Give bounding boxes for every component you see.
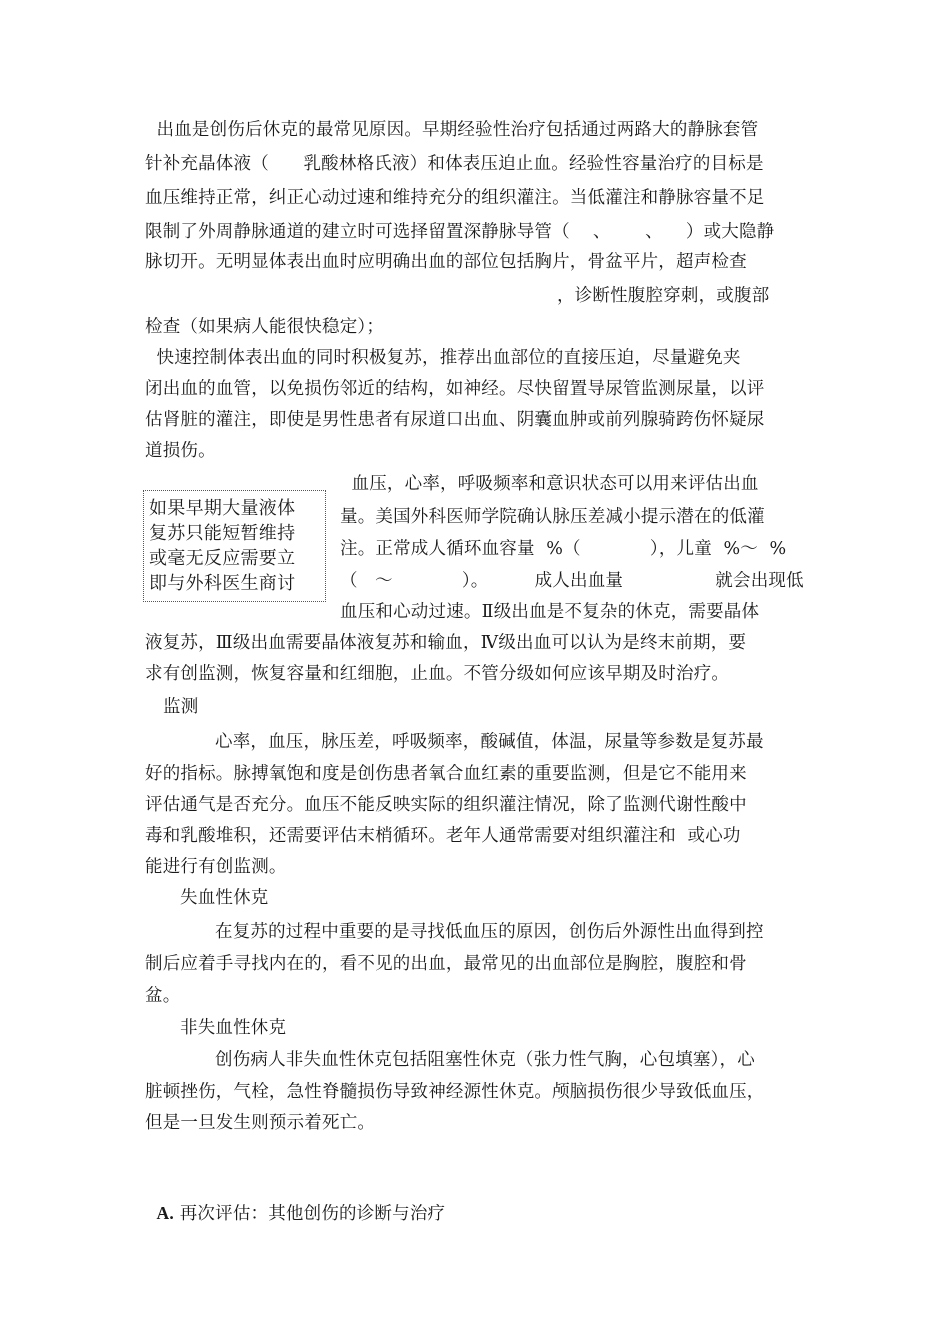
paragraph-line: 制后应着手寻找内在的，看不见的出血，最常见的出血部位是胸腔，腹腔和骨 <box>145 954 747 974</box>
section-heading-hemorrhagic-shock: 失血性休克 <box>180 888 269 908</box>
paragraph-line: 评估通气是否充分。血压不能反映实际的组织灌注情况，除了监测代谢性酸中 <box>145 795 747 815</box>
paragraph-line: 盆。 <box>145 986 181 1006</box>
paragraph-line: （ ～ ）。 成人出血量 就会出现低 <box>340 571 804 591</box>
paragraph-line: 快速控制体表出血的同时积极复苏，推荐出血部位的直接压迫，尽量避免夹 <box>145 348 741 368</box>
paragraph-line: 量。美国外科医师学院确认脉压差减小提示潜在的低灌 <box>340 507 765 527</box>
section-label: A. <box>156 1203 174 1223</box>
paragraph-line: 血压和心动过速。Ⅱ级出血是不复杂的休克，需要晶体 <box>340 602 760 622</box>
paragraph-line: 闭出血的血管，以免损伤邻近的结构，如神经。尽快留置导尿管监测尿量，以评 <box>145 379 765 399</box>
paragraph-line: 血压，心率，呼吸频率和意识状态可以用来评估出血 <box>340 474 759 494</box>
side-note-line: 如果早期大量液体 <box>149 498 296 519</box>
section-heading-nonhemorrhagic-shock: 非失血性休克 <box>180 1018 287 1038</box>
side-note-box <box>143 490 326 602</box>
paragraph-line: 血压维持正常，纠正心动过速和维持充分的组织灌注。当低灌注和静脉容量不足 <box>145 188 765 208</box>
paragraph-line: 道损伤。 <box>145 441 216 461</box>
side-note-line: 复苏只能短暂维持 <box>149 523 296 544</box>
paragraph-line: 但是一旦发生则预示着死亡。 <box>145 1113 376 1133</box>
paragraph-line: 脉切开。无明显体表出血时应明确出血的部位包括胸片，骨盆平片，超声检查 <box>145 252 747 272</box>
paragraph-line: 心率，血压，脉压差，呼吸频率，酸碱值，体温，尿量等参数是复苏最 <box>215 732 764 752</box>
paragraph-line: 能进行有创监测。 <box>145 857 287 877</box>
paragraph-line: 针补充晶体液（ 乳酸林格氏液）和体表压迫止血。经验性容量治疗的目标是 <box>145 154 764 174</box>
paragraph-line: 求有创监测，恢复容量和红细胞，止血。不管分级如何应该早期及时治疗。 <box>145 664 730 684</box>
paragraph-line: 液复苏，Ⅲ级出血需要晶体液复苏和输血，Ⅳ级出血可以认为是终末前期，要 <box>145 633 747 653</box>
paragraph-line: 注。正常成人循环血容量 %（ ），儿童 %～ % <box>340 539 787 559</box>
paragraph-line: ，诊断性腹腔穿刺，或腹部 <box>557 286 770 306</box>
paragraph-line: 好的指标。脉搏氧饱和度是创伤患者氧合血红素的重要监测，但是它不能用来 <box>145 764 747 784</box>
side-note-line: 即与外科医生商讨 <box>149 573 296 594</box>
paragraph-line: 检查（如果病人能很快稳定）； <box>145 317 385 337</box>
paragraph-line: 毒和乳酸堆积，还需要评估末梢循环。老年人通常需要对组织灌注和 或心功 <box>145 826 741 846</box>
paragraph-line: 限制了外周静脉通道的建立时可选择留置深静脉导管（ 、 、 ）或大隐静 <box>145 222 775 242</box>
section-heading-monitoring: 监测 <box>163 697 199 717</box>
paragraph-line: 脏顿挫伤，气栓，急性脊髓损伤导致神经源性休克。颅脑损伤很少导致低血压， <box>145 1082 765 1102</box>
side-note-line: 或毫无反应需要立 <box>149 548 296 569</box>
paragraph-line: 在复苏的过程中重要的是寻找低血压的原因，创伤后外源性出血得到控 <box>215 922 764 942</box>
section-title: 再次评估：其他创伤的诊断与治疗 <box>173 1204 446 1224</box>
paragraph-line: 估肾脏的灌注，即使是男性患者有尿道口出血、阴囊血肿或前列腺骑跨伤怀疑尿 <box>145 410 765 430</box>
paragraph-line: 出血是创伤后休克的最常见原因。早期经验性治疗包括通过两路大的静脉套管 <box>145 120 759 140</box>
section-heading-a <box>145 1177 445 1226</box>
paragraph-line: 创伤病人非失血性休克包括阻塞性休克（张力性气胸，心包填塞），心 <box>215 1050 755 1070</box>
